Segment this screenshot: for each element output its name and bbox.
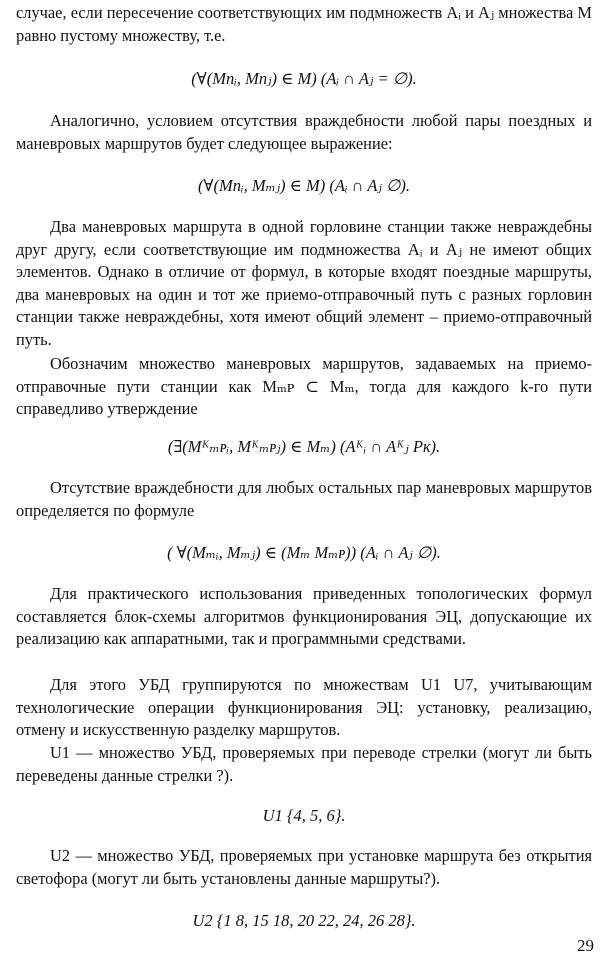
paragraph-5: Отсутствие враждебности для любых остальных пар маневровых маршрутов определяется по формуле: [16, 478, 592, 520]
paragraph-2: Аналогично, условием отсутствия враждебности любой пары поездных и маневровых маршрутов будет следующее выражение:: [16, 111, 592, 153]
paragraph-7: Для этого УБД группируются по множествам U1 U7, учитывающим технологические операции функционирования ЭЦ: установку, реализацию, отмену и искусственную разделку маршрутов.: [16, 675, 592, 739]
paragraph-4: Обозначим множество маневровых маршрутов, задаваемых на приемо-отправочные пути станции как Mₘᴘ ⊂ Mₘ, тогда для каждого k-го пути справедливо утверждение: [16, 354, 592, 418]
page-number: 29: [577, 936, 594, 955]
formula-6: U2 {1 8, 15 18, 20 22, 24, 26 28}.: [192, 911, 416, 930]
paragraph-3: Два маневровых маршрута в одной горловине станции также невраждебны друг другу, если соответствующие им подмножества Aᵢ и Aⱼ не имеют общих элементов. Однако в отличие от формул, в которые входят поездные маршруты, два маневровых на один и тот же приемо-отправочный путь с разных горловин станции также невраждебны, хотя имеют общий элемент – приемо-отправочный путь.: [16, 217, 592, 349]
formula-4: ( ∀(Mₘᵢ, Mₘⱼ) ∈ (Mₘ Mₘᴘ)) (Aᵢ ∩ Aⱼ ∅).: [167, 543, 441, 562]
paragraph-6: Для практического использования приведенных топологических формул составляется блок-схемы алгоритмов функционирования ЭЦ, допускающие их реализацию как аппаратными, так и программными средствами.: [16, 584, 592, 648]
formula-2: (∀(Mᴨᵢ, Mₘⱼ) ∈ M) (Aᵢ ∩ Aⱼ ∅).: [198, 176, 410, 195]
formula-1: (∀(Mᴨᵢ, Mᴨⱼ) ∈ M) (Aᵢ ∩ Aⱼ = ∅).: [191, 69, 417, 88]
paragraph-8: U1 — множество УБД, проверяемых при переводе стрелки (могут ли быть переведены данные стрелки ?).: [16, 743, 592, 785]
paragraph-1: случае, если пересечение соответствующих им подмножеств Aᵢ и Aⱼ множества M равно пустому множеству, т.е.: [16, 3, 592, 45]
paragraph-9: U2 — множество УБД, проверяемых при установке маршрута без открытия светофора (могут ли быть установлены данные маршруты?).: [16, 846, 592, 888]
formula-3: (∃(Mᴷₘᴘᵢ, Mᴷₘᴘⱼ) ∈ Mₘ) (Aᴷᵢ ∩ Aᴷⱼ Pᴋ).: [167, 437, 441, 456]
formula-5: U1 {4, 5, 6}.: [262, 806, 346, 825]
